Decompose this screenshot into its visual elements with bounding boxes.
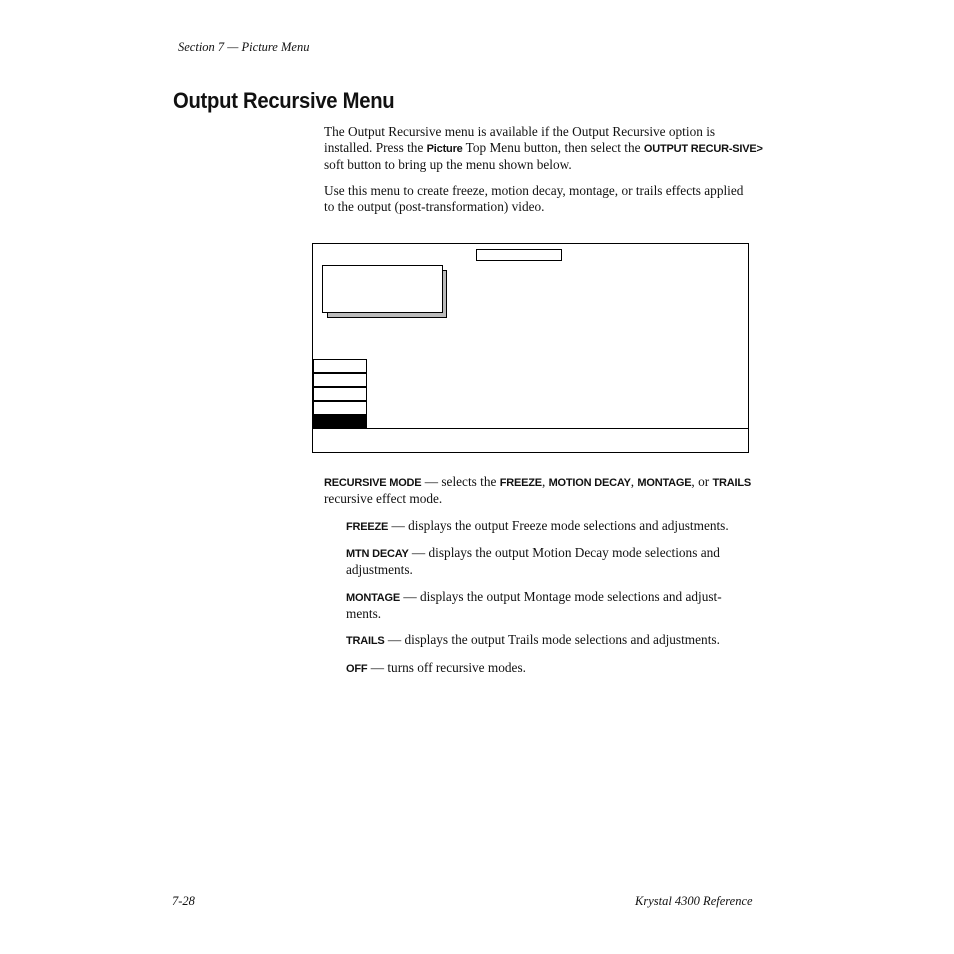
option-keyword: OFF [346, 663, 368, 675]
recursive-mode-description: RECURSIVE MODE — selects the FREEZE, MOTION DECAY, MONTAGE, or TRAILS recursive effect mode. [324, 474, 752, 506]
option-off: OFF — turns off recursive modes. [346, 660, 526, 675]
option-keyword: TRAILS [346, 635, 385, 647]
intro-paragraph-2: Use this menu to create freeze, motion decay, montage, or trails effects applied to the output (post-transformation) video. [324, 183, 744, 214]
option-trails: TRAILS — displays the output Trails mode selections and adjustments. [346, 632, 720, 647]
soft-button-4[interactable] [313, 401, 367, 415]
option-keyword: MONTAGE [346, 592, 401, 604]
picture-keyword: Picture [426, 143, 463, 155]
soft-button-2[interactable] [313, 373, 367, 387]
page-title: Output Recursive Menu [173, 88, 395, 113]
freeze-keyword: FREEZE [499, 477, 542, 489]
option-keyword: FREEZE [346, 521, 389, 533]
option-freeze: FREEZE — displays the output Freeze mode selections and adjustments. [346, 518, 729, 533]
trails-keyword: TRAILS [712, 477, 752, 489]
menu-screen-diagram [312, 243, 749, 453]
soft-button-1[interactable] [313, 359, 367, 373]
output-recursive-keyword: OUTPUT RECUR-SIVE> [643, 143, 763, 155]
option-montage: MONTAGE — displays the output Montage mode selections and adjust-ments. [346, 589, 722, 621]
option-keyword: MTN DECAY [346, 548, 409, 560]
intro-paragraph-1: The Output Recursive menu is available if the Output Recursive option is installed. Press the Picture Top Menu button, then select the OUTPUT RECUR-SIVE> soft button to bring up the menu shown below. [324, 124, 763, 172]
motion-decay-keyword: MOTION DECAY [548, 477, 631, 489]
running-header: Section 7 — Picture Menu [178, 40, 310, 54]
recursive-mode-keyword: RECURSIVE MODE [324, 477, 422, 489]
soft-button-selected[interactable] [313, 414, 367, 428]
soft-button-3[interactable] [313, 387, 367, 401]
option-mtn-decay: MTN DECAY — displays the output Motion Decay mode selections and adjustments. [346, 545, 720, 577]
status-bar-divider [313, 428, 748, 429]
book-title: Krystal 4300 Reference [635, 894, 753, 908]
mode-panel [322, 265, 443, 313]
montage-keyword: MONTAGE [637, 477, 692, 489]
page-number: 7-28 [172, 894, 195, 908]
menu-title-box [476, 249, 562, 261]
